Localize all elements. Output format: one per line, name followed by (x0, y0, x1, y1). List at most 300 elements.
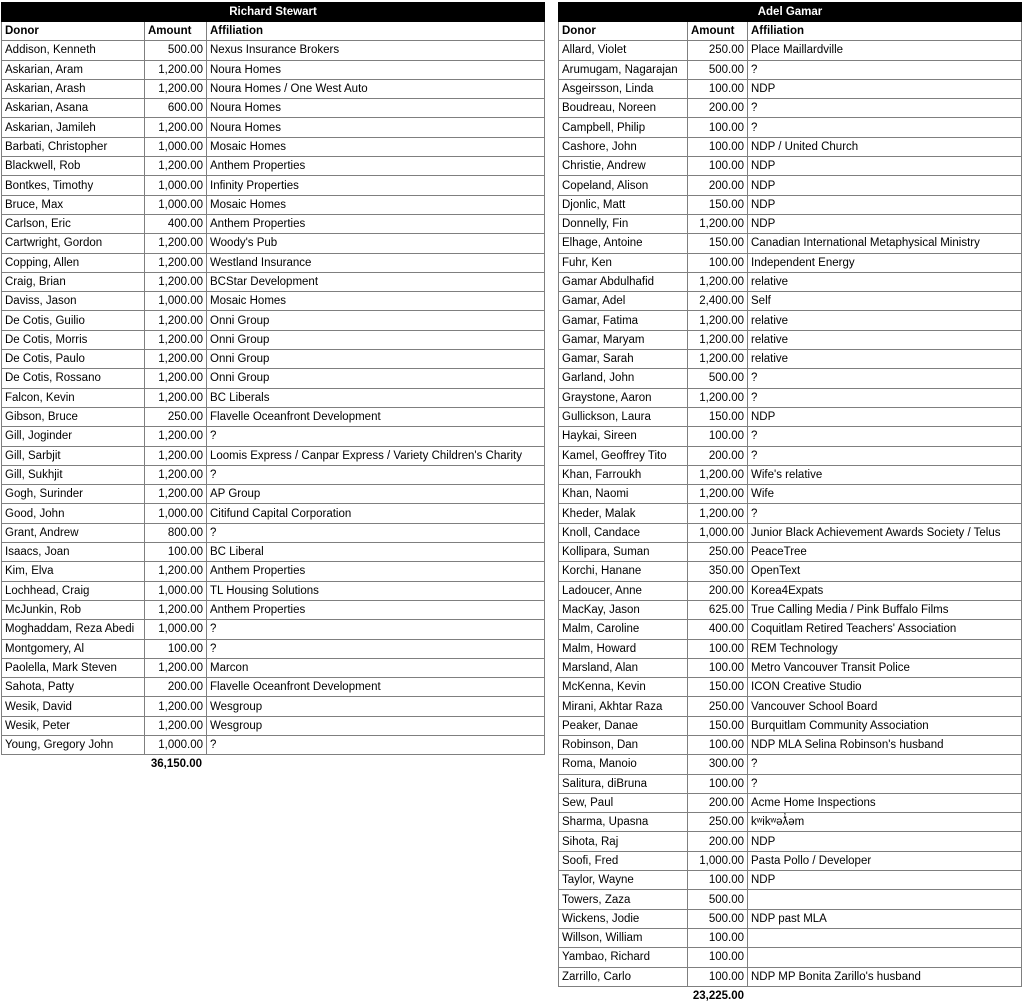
table-row (559, 774, 1022, 793)
donor-cell: Graystone, Aaron (559, 388, 688, 407)
amount-cell: 500.00 (688, 890, 748, 909)
amount-cell: 1,200.00 (145, 157, 207, 176)
affiliation-column-header: Affiliation (748, 22, 1022, 41)
amount-cell: 100.00 (688, 118, 748, 137)
affiliation-cell: AP Group (207, 485, 545, 504)
donor-cell: Sihota, Raj (559, 832, 688, 851)
affiliation-cell (748, 890, 1022, 909)
donor-cell: Bontkes, Timothy (2, 176, 145, 195)
amount-cell: 250.00 (688, 697, 748, 716)
donor-cell: De Cotis, Paulo (2, 350, 145, 369)
table-row (2, 716, 545, 735)
amount-cell: 150.00 (688, 407, 748, 426)
table-row (2, 600, 545, 619)
affiliation-cell: ? (748, 504, 1022, 523)
affiliation-cell: Mosaic Homes (207, 195, 545, 214)
affiliation-cell: NDP (748, 871, 1022, 890)
donor-cell: Soofi, Fred (559, 851, 688, 870)
amount-cell: 500.00 (688, 909, 748, 928)
affiliation-cell: NDP MLA Selina Robinson's husband (748, 735, 1022, 754)
affiliation-cell: ? (207, 639, 545, 658)
affiliation-cell: NDP (748, 832, 1022, 851)
donor-cell: Wickens, Jodie (559, 909, 688, 928)
affiliation-cell: ? (748, 774, 1022, 793)
amount-cell: 1,200.00 (145, 446, 207, 465)
amount-cell: 1,000.00 (145, 176, 207, 195)
table-row (2, 523, 545, 542)
table-row (2, 465, 545, 484)
donor-cell: Zarrillo, Carlo (559, 967, 688, 986)
affiliation-cell: True Calling Media / Pink Buffalo Films (748, 600, 1022, 619)
donor-cell: Robinson, Dan (559, 735, 688, 754)
affiliation-cell: Onni Group (207, 369, 545, 388)
amount-cell: 100.00 (688, 658, 748, 677)
table-row (559, 446, 1022, 465)
donor-cell: Blackwell, Rob (2, 157, 145, 176)
table-row (559, 716, 1022, 735)
affiliation-cell: ? (207, 735, 545, 754)
table-row (559, 658, 1022, 677)
table-row (559, 195, 1022, 214)
table-row (2, 658, 545, 677)
amount-cell: 1,200.00 (688, 465, 748, 484)
amount-cell: 600.00 (145, 99, 207, 118)
affiliation-cell: relative (748, 311, 1022, 330)
affiliation-cell: NDP (748, 176, 1022, 195)
donor-cell: Arumugam, Nagarajan (559, 60, 688, 79)
donor-cell: Korchi, Hanane (559, 562, 688, 581)
table-row (559, 967, 1022, 986)
amount-cell: 100.00 (688, 948, 748, 967)
table-row (2, 79, 545, 98)
amount-cell: 100.00 (688, 157, 748, 176)
amount-cell: 1,000.00 (145, 292, 207, 311)
table-row (559, 523, 1022, 542)
table-row (2, 214, 545, 233)
donor-cell: Lochhead, Craig (2, 581, 145, 600)
donor-cell: Marsland, Alan (559, 658, 688, 677)
donor-cell: Elhage, Antoine (559, 234, 688, 253)
table-title: Adel Gamar (559, 3, 1022, 22)
amount-cell: 100.00 (145, 639, 207, 658)
table-row (2, 485, 545, 504)
table-row (2, 350, 545, 369)
donor-cell: Asgeirsson, Linda (559, 79, 688, 98)
amount-cell: 1,200.00 (145, 60, 207, 79)
table-row (2, 504, 545, 523)
table-row (2, 118, 545, 137)
affiliation-cell: Loomis Express / Canpar Express / Variety Children's Charity (207, 446, 545, 465)
affiliation-cell: Wesgroup (207, 697, 545, 716)
amount-column-header: Amount (688, 22, 748, 41)
affiliation-cell: Nexus Insurance Brokers (207, 41, 545, 60)
donor-cell: Gamar, Sarah (559, 350, 688, 369)
donor-cell: Paolella, Mark Steven (2, 658, 145, 677)
amount-cell: 250.00 (688, 41, 748, 60)
amount-cell: 1,200.00 (688, 485, 748, 504)
donor-cell: MacKay, Jason (559, 600, 688, 619)
amount-cell: 1,000.00 (145, 620, 207, 639)
donor-cell: Willson, William (559, 928, 688, 947)
amount-cell: 100.00 (688, 967, 748, 986)
amount-cell: 100.00 (688, 774, 748, 793)
affiliation-cell: Self (748, 292, 1022, 311)
table-row (2, 195, 545, 214)
affiliation-cell: Anthem Properties (207, 600, 545, 619)
donor-cell: Kim, Elva (2, 562, 145, 581)
donor-cell: Sew, Paul (559, 793, 688, 812)
table-row (559, 234, 1022, 253)
amount-cell: 1,200.00 (145, 350, 207, 369)
donor-cell: Garland, John (559, 369, 688, 388)
table-row (2, 639, 545, 658)
table-row (559, 909, 1022, 928)
donor-cell: Djonlic, Matt (559, 195, 688, 214)
table-row (2, 330, 545, 349)
affiliation-cell: Mosaic Homes (207, 292, 545, 311)
affiliation-cell: relative (748, 272, 1022, 291)
table-row (559, 851, 1022, 870)
table-body (2, 41, 545, 755)
affiliation-cell: ? (207, 620, 545, 639)
amount-cell: 1,200.00 (145, 369, 207, 388)
affiliation-cell: NDP MP Bonita Zarillo's husband (748, 967, 1022, 986)
affiliation-cell: ? (207, 465, 545, 484)
table-row (559, 407, 1022, 426)
donor-cell: Roma, Manoio (559, 755, 688, 774)
table-row (559, 465, 1022, 484)
affiliation-cell: relative (748, 350, 1022, 369)
affiliation-cell: NDP (748, 79, 1022, 98)
table-row (559, 292, 1022, 311)
amount-cell: 1,000.00 (688, 523, 748, 542)
table-row (2, 620, 545, 639)
affiliation-cell: OpenText (748, 562, 1022, 581)
table-row (2, 234, 545, 253)
affiliation-cell: ? (207, 427, 545, 446)
amount-cell: 200.00 (145, 678, 207, 697)
donor-cell: De Cotis, Guilio (2, 311, 145, 330)
donor-column-header: Donor (559, 22, 688, 41)
amount-cell: 500.00 (688, 369, 748, 388)
table-row (559, 176, 1022, 195)
affiliation-cell: Wesgroup (207, 716, 545, 735)
amount-cell: 150.00 (688, 234, 748, 253)
affiliation-cell (748, 928, 1022, 947)
amount-cell: 150.00 (688, 195, 748, 214)
table-row (2, 407, 545, 426)
amount-cell: 1,000.00 (145, 195, 207, 214)
donor-cell: Montgomery, Al (2, 639, 145, 658)
donor-cell: Gill, Sarbjit (2, 446, 145, 465)
affiliation-cell: Marcon (207, 658, 545, 677)
amount-cell: 1,200.00 (688, 388, 748, 407)
amount-cell: 1,000.00 (145, 504, 207, 523)
donor-cell: Isaacs, Joan (2, 543, 145, 562)
amount-cell: 1,200.00 (145, 716, 207, 735)
affiliation-cell: kʷikʷəƛ̓əm (748, 813, 1022, 832)
amount-cell: 500.00 (688, 60, 748, 79)
affiliation-cell: Noura Homes (207, 99, 545, 118)
amount-cell: 1,200.00 (688, 330, 748, 349)
table-row (2, 446, 545, 465)
donor-cell: Wesik, David (2, 697, 145, 716)
donor-cell: Askarian, Jamileh (2, 118, 145, 137)
amount-cell: 200.00 (688, 446, 748, 465)
amount-cell: 100.00 (688, 427, 748, 446)
table-row (2, 543, 545, 562)
affiliation-cell: ? (207, 523, 545, 542)
amount-cell: 1,200.00 (145, 234, 207, 253)
table-row (559, 60, 1022, 79)
table-row (2, 697, 545, 716)
table-row (559, 214, 1022, 233)
amount-cell: 1,200.00 (145, 388, 207, 407)
amount-cell: 1,000.00 (688, 851, 748, 870)
affiliation-cell: Westland Insurance (207, 253, 545, 272)
donor-cell: Barbati, Christopher (2, 137, 145, 156)
amount-cell: 1,200.00 (145, 311, 207, 330)
total-amount: 23,225.00 (692, 990, 744, 1002)
donor-cell: Good, John (2, 504, 145, 523)
table-row (559, 890, 1022, 909)
table-row (559, 813, 1022, 832)
affiliation-cell: ? (748, 755, 1022, 774)
amount-cell: 250.00 (688, 813, 748, 832)
affiliation-cell: ? (748, 60, 1022, 79)
table-row (2, 60, 545, 79)
affiliation-cell: Coquitlam Retired Teachers' Association (748, 620, 1022, 639)
amount-cell: 100.00 (688, 928, 748, 947)
affiliation-cell: Noura Homes / One West Auto (207, 79, 545, 98)
donor-cell: Cashore, John (559, 137, 688, 156)
donor-cell: Cartwright, Gordon (2, 234, 145, 253)
amount-cell: 2,400.00 (688, 292, 748, 311)
donor-cell: Taylor, Wayne (559, 871, 688, 890)
affiliation-cell: BC Liberal (207, 543, 545, 562)
donor-cell: Malm, Howard (559, 639, 688, 658)
amount-cell: 1,200.00 (145, 485, 207, 504)
donor-cell: Gill, Joginder (2, 427, 145, 446)
affiliation-cell: NDP / United Church (748, 137, 1022, 156)
donor-cell: McKenna, Kevin (559, 678, 688, 697)
amount-cell: 100.00 (688, 871, 748, 890)
richard-stewart-donor-table (1, 2, 545, 770)
donor-cell: McJunkin, Rob (2, 600, 145, 619)
donor-cell: Bruce, Max (2, 195, 145, 214)
amount-cell: 400.00 (145, 214, 207, 233)
table-row (559, 562, 1022, 581)
affiliation-cell: Noura Homes (207, 60, 545, 79)
affiliation-cell: Place Maillardville (748, 41, 1022, 60)
donor-cell: Fuhr, Ken (559, 253, 688, 272)
amount-cell: 400.00 (688, 620, 748, 639)
table-row (559, 928, 1022, 947)
amount-cell: 100.00 (688, 735, 748, 754)
table-row (559, 311, 1022, 330)
table-row (559, 735, 1022, 754)
donor-cell: Salitura, diBruna (559, 774, 688, 793)
donor-cell: Addison, Kenneth (2, 41, 145, 60)
table-row (2, 678, 545, 697)
amount-cell: 1,200.00 (145, 658, 207, 677)
amount-cell: 200.00 (688, 176, 748, 195)
table-row (2, 581, 545, 600)
donor-column-header: Donor (2, 22, 145, 41)
amount-cell: 1,000.00 (145, 581, 207, 600)
table-title: Richard Stewart (2, 3, 545, 22)
donor-cell: Carlson, Eric (2, 214, 145, 233)
table-row (559, 485, 1022, 504)
affiliation-cell: Anthem Properties (207, 157, 545, 176)
amount-cell: 1,200.00 (145, 330, 207, 349)
affiliation-cell: NDP (748, 214, 1022, 233)
affiliation-cell: NDP (748, 195, 1022, 214)
table-row (2, 272, 545, 291)
table-row (559, 639, 1022, 658)
table-row (2, 369, 545, 388)
affiliation-cell: ? (748, 388, 1022, 407)
table-row (2, 99, 545, 118)
donor-cell: Kheder, Malak (559, 504, 688, 523)
donor-cell: Sahota, Patty (2, 678, 145, 697)
donor-cell: Yambao, Richard (559, 948, 688, 967)
amount-cell: 1,000.00 (145, 735, 207, 754)
table-row (559, 948, 1022, 967)
table-row (2, 427, 545, 446)
table-row (559, 272, 1022, 291)
donor-cell: Ladoucer, Anne (559, 581, 688, 600)
total-amount: 36,150.00 (150, 758, 202, 770)
affiliation-cell: Metro Vancouver Transit Police (748, 658, 1022, 677)
donor-cell: Daviss, Jason (2, 292, 145, 311)
amount-cell: 1,200.00 (145, 600, 207, 619)
donor-cell: Gamar, Fatima (559, 311, 688, 330)
donor-cell: De Cotis, Rossano (2, 369, 145, 388)
amount-cell: 350.00 (688, 562, 748, 581)
affiliation-cell (748, 948, 1022, 967)
affiliation-cell: Flavelle Oceanfront Development (207, 678, 545, 697)
amount-column-header: Amount (145, 22, 207, 41)
donor-cell: Gamar, Maryam (559, 330, 688, 349)
donor-cell: Gamar, Adel (559, 292, 688, 311)
table-row (559, 157, 1022, 176)
affiliation-cell: Mosaic Homes (207, 137, 545, 156)
donor-cell: Khan, Naomi (559, 485, 688, 504)
table-row (2, 137, 545, 156)
affiliation-cell: Anthem Properties (207, 562, 545, 581)
amount-cell: 300.00 (688, 755, 748, 774)
amount-cell: 1,200.00 (145, 79, 207, 98)
table-row (559, 543, 1022, 562)
donor-cell: Towers, Zaza (559, 890, 688, 909)
amount-cell: 1,000.00 (145, 137, 207, 156)
table-row (559, 350, 1022, 369)
affiliation-cell: Junior Black Achievement Awards Society / Telus (748, 523, 1022, 542)
table-row (559, 388, 1022, 407)
affiliation-cell: Infinity Properties (207, 176, 545, 195)
affiliation-cell: Pasta Pollo / Developer (748, 851, 1022, 870)
affiliation-column-header: Affiliation (207, 22, 545, 41)
affiliation-cell: ? (748, 369, 1022, 388)
donor-cell: Young, Gregory John (2, 735, 145, 754)
donor-cell: Kamel, Geoffrey Tito (559, 446, 688, 465)
affiliation-cell: Wife (748, 485, 1022, 504)
amount-cell: 800.00 (145, 523, 207, 542)
affiliation-cell: Citifund Capital Corporation (207, 504, 545, 523)
table-row (2, 253, 545, 272)
donor-cell: Allard, Violet (559, 41, 688, 60)
amount-cell: 200.00 (688, 793, 748, 812)
affiliation-cell: TL Housing Solutions (207, 581, 545, 600)
affiliation-cell: Onni Group (207, 311, 545, 330)
table-row (559, 79, 1022, 98)
affiliation-cell: BCStar Development (207, 272, 545, 291)
donor-cell: Mirani, Akhtar Raza (559, 697, 688, 716)
affiliation-cell: Korea4Expats (748, 581, 1022, 600)
table-row (559, 600, 1022, 619)
table-row (2, 311, 545, 330)
affiliation-cell: ? (748, 446, 1022, 465)
amount-cell: 1,200.00 (688, 272, 748, 291)
donor-cell: Donnelly, Fin (559, 214, 688, 233)
affiliation-cell: Onni Group (207, 330, 545, 349)
donor-cell: Askarian, Arash (2, 79, 145, 98)
amount-cell: 1,200.00 (145, 118, 207, 137)
table-row (559, 793, 1022, 812)
amount-cell: 1,200.00 (145, 253, 207, 272)
amount-cell: 100.00 (688, 79, 748, 98)
affiliation-cell: Independent Energy (748, 253, 1022, 272)
affiliation-cell: ICON Creative Studio (748, 678, 1022, 697)
donor-cell: Askarian, Aram (2, 60, 145, 79)
affiliation-cell: PeaceTree (748, 543, 1022, 562)
donor-cell: Moghaddam, Reza Abedi (2, 620, 145, 639)
affiliation-cell: ? (748, 99, 1022, 118)
affiliation-cell: Onni Group (207, 350, 545, 369)
affiliation-cell: NDP (748, 157, 1022, 176)
amount-cell: 150.00 (688, 678, 748, 697)
amount-cell: 1,200.00 (688, 214, 748, 233)
donor-cell: Copping, Allen (2, 253, 145, 272)
amount-cell: 250.00 (145, 407, 207, 426)
amount-cell: 1,200.00 (145, 697, 207, 716)
affiliation-cell: Wife's relative (748, 465, 1022, 484)
amount-cell: 1,200.00 (688, 504, 748, 523)
donor-cell: Haykai, Sireen (559, 427, 688, 446)
affiliation-cell: Noura Homes (207, 118, 545, 137)
table-row (2, 735, 545, 754)
donor-cell: Campbell, Philip (559, 118, 688, 137)
adel-gamar-donor-table (558, 2, 1022, 1002)
donor-cell: Boudreau, Noreen (559, 99, 688, 118)
table-row (559, 504, 1022, 523)
amount-cell: 100.00 (688, 137, 748, 156)
donor-cell: Malm, Caroline (559, 620, 688, 639)
donor-cell: Grant, Andrew (2, 523, 145, 542)
donor-cell: Askarian, Asana (2, 99, 145, 118)
table-row (559, 369, 1022, 388)
affiliation-cell: REM Technology (748, 639, 1022, 658)
table-row (2, 388, 545, 407)
amount-cell: 500.00 (145, 41, 207, 60)
amount-cell: 100.00 (145, 543, 207, 562)
table-row (559, 581, 1022, 600)
donor-cell: De Cotis, Morris (2, 330, 145, 349)
table-row (559, 755, 1022, 774)
table-row (559, 620, 1022, 639)
donor-cell: Wesik, Peter (2, 716, 145, 735)
